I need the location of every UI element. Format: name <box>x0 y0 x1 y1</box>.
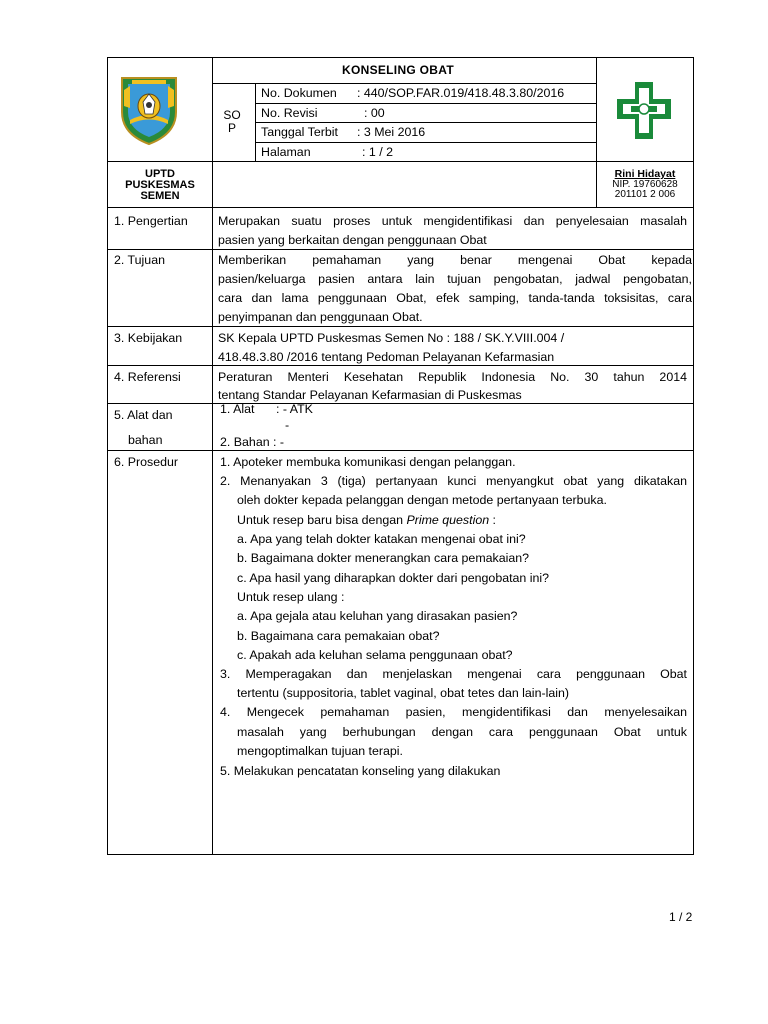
tujuan-line: Memberikan pemahaman yang benar mengenai Obat kepada <box>218 253 692 267</box>
refill-question: a. Apa gejala atau keluhan yang dirasakan pasien? <box>237 609 518 623</box>
field-label-halaman: Halaman <box>261 145 311 159</box>
signatory-nip-line1: NIP. 19760628 <box>612 179 678 190</box>
prosedur-step-2-cont: oleh dokter kepada pelanggan dengan metode pertanyaan terbuka. <box>237 493 607 507</box>
signatory-nip-line2: 201101 2 006 <box>614 189 676 200</box>
new-prescription-intro <box>237 513 496 528</box>
signatory-name: Rini Hidayat <box>614 168 676 180</box>
field-label-no-dokumen: No. Dokumen <box>261 86 337 100</box>
tujuan-line: pasien/keluarga pasien antara lain tujuan pengobatan, jadwal pengobatan, <box>218 272 692 286</box>
row-divider <box>107 326 694 327</box>
refill-intro: Untuk resep ulang : <box>237 590 345 604</box>
field-label-no-revisi: No. Revisi <box>261 106 318 120</box>
row-label-bahan: bahan <box>128 433 163 447</box>
header-right-divider <box>596 57 597 207</box>
prosedur-step-3: 3. Memperagakan dan menjelaskan mengenai cara penggunaan Obat <box>220 667 687 681</box>
prosedur-step-1: 1. Apoteker membuka komunikasi dengan pelanggan. <box>220 455 516 469</box>
label-column-divider <box>212 57 213 855</box>
regency-logo <box>118 72 180 146</box>
row-divider <box>107 403 694 404</box>
kebijakan-line: 418.48.3.80 /2016 tentang Pedoman Pelayanan Kefarmasian <box>218 350 555 364</box>
field-label-tanggal-terbit: Tanggal Terbit <box>261 125 338 139</box>
tujuan-line: cara dan lama penggunaan Obat, efek samping, tanda-tanda toksisitas, cara <box>218 291 692 305</box>
field-value-tanggal-terbit: : 3 Mei 2016 <box>357 125 426 139</box>
document-title: KONSELING OBAT <box>342 63 454 77</box>
prosedur-step-5: 5. Melakukan pencatatan konseling yang dilakukan <box>220 764 501 778</box>
row-label-pengertian: 1. Pengertian <box>114 214 188 228</box>
prosedur-step-3-cont: tertentu (suppositoria, tablet vaginal, obat tetes dan lain-lain) <box>237 686 569 700</box>
refill-question: c. Apakah ada keluhan selama penggunaan obat? <box>237 648 513 662</box>
table-bottom-border <box>107 854 694 855</box>
field-value-no-dokumen: : 440/SOP.FAR.019/418.48.3.80/2016 <box>357 86 565 100</box>
alat-dash: - <box>285 418 290 432</box>
row-label-tujuan: 2. Tujuan <box>114 253 165 267</box>
field-row-divider <box>255 142 597 143</box>
row-divider <box>107 249 694 250</box>
table-left-border <box>107 57 108 855</box>
prosedur-step-4-cont: masalah yang berhubungan dengan cara penggunaan Obat untuk <box>237 725 687 739</box>
row-divider <box>107 207 694 208</box>
prosedur-step-4: 4. Mengecek pemahaman pasien, mengidentifikasi dan menyelesaikan <box>220 705 687 719</box>
field-row-divider <box>255 122 597 123</box>
bahan-line: 2. Bahan : - <box>220 435 285 449</box>
new-prescription-question: b. Bagaimana dokter menerangkan cara pemakaian? <box>237 551 530 565</box>
referensi-line: Peraturan Menteri Kesehatan Republik Indonesia No. 30 tahun 2014 <box>218 370 687 384</box>
prosedur-step-2: 2. Menanyakan 3 (tiga) pertanyaan kunci menyangkut obat yang dikatakan <box>220 474 687 488</box>
refill-question: b. Bagaimana cara pemakaian obat? <box>237 629 440 643</box>
table-top-border <box>107 57 694 58</box>
row-label-prosedur: 6. Prosedur <box>114 455 179 469</box>
kebijakan-line: SK Kepala UPTD Puskesmas Semen No : 188 / SK.Y.VIII.004 / <box>218 331 565 345</box>
table-right-border <box>693 57 694 855</box>
alat-label: 1. Alat <box>220 402 255 416</box>
new-prescription-question: c. Apa hasil yang diharapkan dokter dari pengobatan ini? <box>237 571 550 585</box>
tujuan-line: penyimpanan dan penggunaan Obat. <box>218 310 423 324</box>
row-label-kebijakan: 3. Kebijakan <box>114 331 183 345</box>
page-number: 1 / 2 <box>669 910 693 924</box>
puskesmas-logo <box>611 77 677 145</box>
signature-block <box>600 169 690 200</box>
pengertian-line: Merupakan suatu proses untuk mengidentifikasi dan penyelesaian masalah <box>218 214 687 228</box>
row-divider <box>107 450 694 451</box>
sop-label: SO P <box>223 108 241 135</box>
alat-value: : - ATK <box>276 402 313 416</box>
new-prescription-prefix: Untuk resep baru bisa dengan <box>237 513 407 527</box>
field-value-halaman: : 1 / 2 <box>362 145 393 159</box>
prosedur-step-4-cont: mengoptimalkan tujuan terapi. <box>237 744 403 758</box>
row-divider <box>107 365 694 366</box>
referensi-line: tentang Standar Pelayanan Kefarmasian di Puskesmas <box>218 388 522 402</box>
pengertian-line: pasien yang berkaitan dengan penggunaan Obat <box>218 233 487 247</box>
institution-name: UPTD PUSKESMAS SEMEN <box>125 168 195 202</box>
row-label-referensi: 4. Referensi <box>114 370 181 384</box>
prime-question-term: Prime question <box>406 513 490 527</box>
field-row-divider <box>255 103 597 104</box>
new-prescription-question: a. Apa yang telah dokter katakan mengenai obat ini? <box>237 532 526 546</box>
new-prescription-suffix: : <box>489 513 496 527</box>
row-label-alat: 5. Alat dan <box>114 408 173 422</box>
header-divider <box>107 161 694 162</box>
title-row-divider <box>212 83 597 84</box>
field-value-no-revisi: : 00 <box>364 106 385 120</box>
